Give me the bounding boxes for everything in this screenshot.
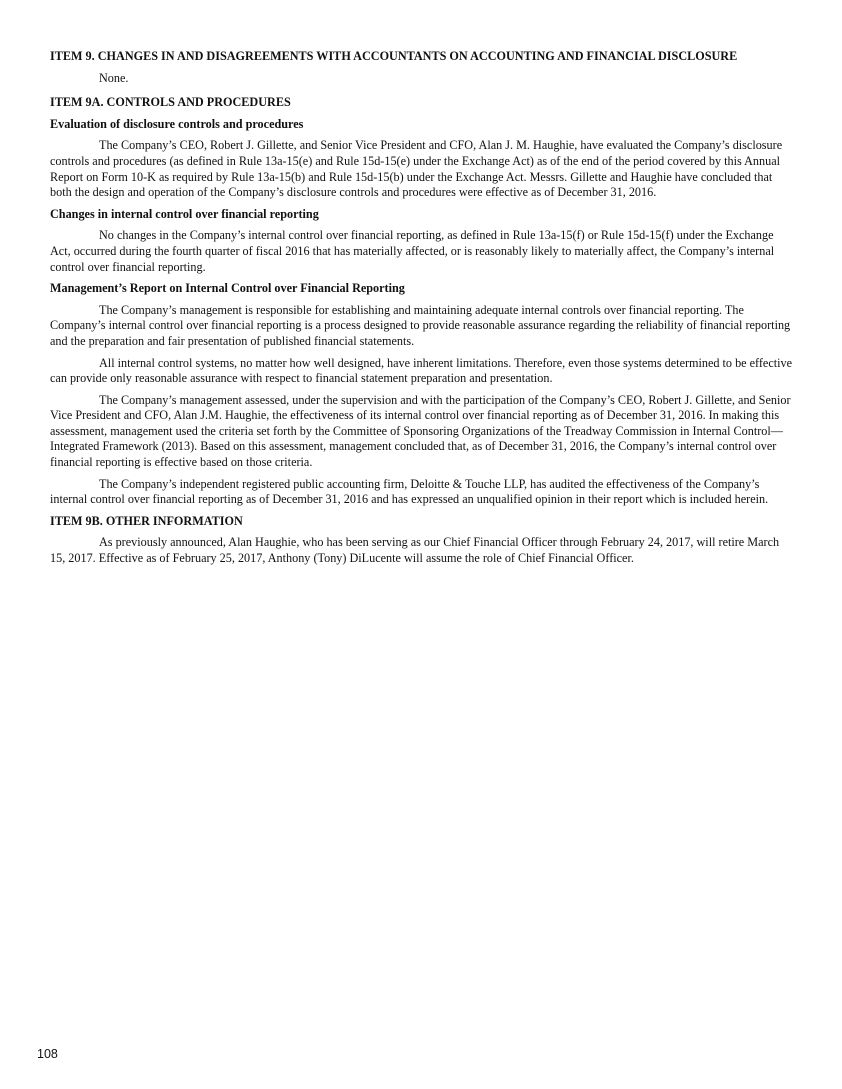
item-9-heading: ITEM 9. CHANGES IN AND DISAGREEMENTS WITH ACCOUNTANTS ON ACCOUNTING AND FINANCIAL DISCLOSURE (50, 49, 738, 63)
management-report-paragraph-1: The Company’s management is responsible for establishing and maintaining adequate internal controls over financial reporting. The Company’s internal control over financial reporting is a process designed to provide reasonable assurance regarding the reliability of financial reporting and the preparation and fair presentation of published financial statements. (50, 302, 791, 348)
document-page (50, 49, 794, 573)
evaluation-subheading: Evaluation of disclosure controls and procedures (50, 116, 304, 131)
changes-subheading: Changes in internal control over financial reporting (50, 206, 319, 221)
page-number: 108 (37, 1047, 58, 1061)
item-9-body: None. (99, 70, 129, 85)
management-report-paragraph-4: The Company’s independent registered public accounting firm, Deloitte & Touche LLP, has audited the effectiveness of the Company’s internal control over financial reporting as of December 31, 2016 and has expressed an unqualified opinion in their report which is included herein. (50, 476, 769, 507)
item-9a-heading: ITEM 9A. CONTROLS AND PROCEDURES (50, 95, 291, 110)
management-report-paragraph-2: All internal control systems, no matter how well designed, have inherent limitations. Therefore, even those systems determined to be effective can provide only reasonable assurance with respect to financial statement preparation and presentation. (50, 355, 793, 386)
evaluation-paragraph: The Company’s CEO, Robert J. Gillette, and Senior Vice President and CFO, Alan J. M. Haughie, have evaluated the Company’s disclosure controls and procedures (as defined in Rule 13a-15(e) and Rule 15d-15(e) under the Exchange Act) as of the end of the period covered by this Annual Report on Form 10-K as required by Rule 13a-15(b) and Rule 15d-15(b) under the Exchange Act. Messrs. Gillette and Haughie have concluded that both the design and operation of the Company’s disclosure controls and procedures were effective as of December 31, 2016. (50, 138, 783, 200)
management-report-paragraph-3: The Company’s management assessed, under the supervision and with the participation of the Company’s CEO, Robert J. Gillette, and Senior Vice President and CFO, Alan J.M. Haughie, the effectiveness of its internal control over financial reporting as of December 31, 2016. In making this assessment, management used the criteria set forth by the Committee of Sponsoring Organizations of the Treadway Commission in Internal Control—Integrated Framework (2013). Based on this assessment, management concluded that, as of December 31, 2016, the Company’s internal control over financial reporting is effective based on those criteria. (50, 392, 791, 470)
management-report-subheading: Management’s Report on Internal Control over Financial Reporting (50, 281, 405, 296)
item-9b-heading: ITEM 9B. OTHER INFORMATION (50, 513, 243, 528)
changes-paragraph: No changes in the Company’s internal control over financial reporting, as defined in Rule 13a-15(f) or Rule 15d-15(f) under the Exchange Act, occurred during the fourth quarter of fiscal 2016 that has materially affected, or is reasonably likely to materially affect, the Company’s internal control over financial reporting. (50, 228, 775, 274)
item-9b-paragraph: As previously announced, Alan Haughie, who has been serving as our Chief Financial Officer through February 24, 2017, will retire March 15, 2017. Effective as of February 25, 2017, Anthony (Tony) DiLucente will assume the role of Chief Financial Officer. (50, 535, 780, 566)
